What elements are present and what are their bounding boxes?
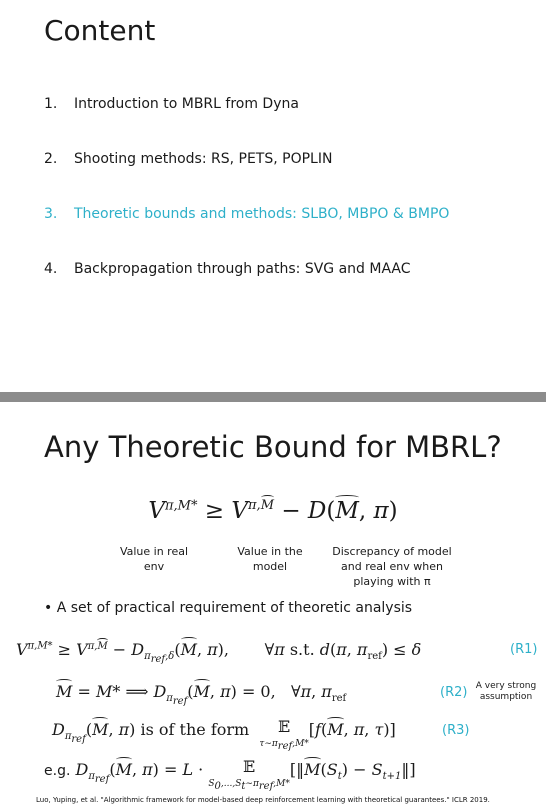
agenda-item-text: Shooting methods: RS, PETS, POPLIN (74, 151, 333, 167)
agenda-item-text: Backpropagation through paths: SVG and MAAC (74, 261, 411, 277)
theoretic-bound-slide (0, 402, 546, 810)
agenda-item-number: 2. (44, 151, 58, 167)
requirement-r2-equation: M = M* ⟹ $D_{\pi_{ref}}(M$, π) = 0, ∀π, $\pi_{ref}$ (56, 682, 347, 708)
caption-value-real: Value in real env (119, 545, 189, 573)
citation: Luo, Yuping, et al. "Algorithmic framework for model-based deep reinforcement learning with theoretical guarantees." ICLR 2019. (36, 796, 490, 804)
agenda-item-number: 1. (44, 96, 58, 112)
agenda-item-2 (44, 151, 332, 167)
eg-label: e.g. (44, 763, 71, 779)
tag-r2: (R2) (440, 685, 468, 700)
tag-r1: (R1) (510, 642, 538, 657)
main-bound-equation: $V^{\pi,M*} \ge V^{\pi,M} - D(M$, π) (148, 498, 398, 524)
r3-text: is of the form (140, 720, 250, 739)
agenda-item-number: 4. (44, 261, 58, 277)
example-equation: e.g. $D_{\pi_{ref}}(M$, π) = L · 𝔼 $S_0,...,S_t\sim\pi_{ref},M*[‖M(S_t)$ − $S_{t+1}‖$] (44, 757, 416, 792)
bullet-text: A set of practical requirement of theoretic analysis (56, 600, 413, 616)
agenda-item-text: Theoretic bounds and methods: SLBO, MBPO & BMPO (74, 206, 450, 222)
agenda-item-text: Introduction to MBRL from Dyna (74, 96, 299, 112)
caption-discrepancy: Discrepancy of model and real env when playing with π (332, 545, 452, 588)
requirements-bullet: • A set of practical requirement of theoretic analysis (44, 600, 413, 616)
slide-divider (0, 392, 546, 402)
slide-title: Content (44, 14, 156, 47)
agenda-item-4 (44, 261, 411, 277)
slide-title: Any Theoretic Bound for MBRL? (44, 430, 502, 464)
agenda-item-1 (44, 96, 299, 112)
agenda-item-3-current (44, 206, 449, 222)
agenda-item-number: 3. (44, 206, 58, 222)
caption-value-model: Value in the model (237, 545, 303, 573)
tag-r3: (R3) (442, 723, 470, 738)
requirement-r3-equation: $D_{\pi_{ref}}(M$, π) is of the form 𝔼 $\tau\sim\pi_{ref},M*[f(M$, π, τ)] (52, 717, 396, 752)
content-slide (0, 0, 546, 392)
requirement-r1-equation: $V^{\pi,M*} \ge V^{\pi,M} - D_{\pi_{ref},\delta}(M$, π), ∀π s.t. d(π, $\pi_{ref}) \le \delta$ (16, 640, 422, 666)
r2-note: A very strong assumption (475, 681, 537, 702)
